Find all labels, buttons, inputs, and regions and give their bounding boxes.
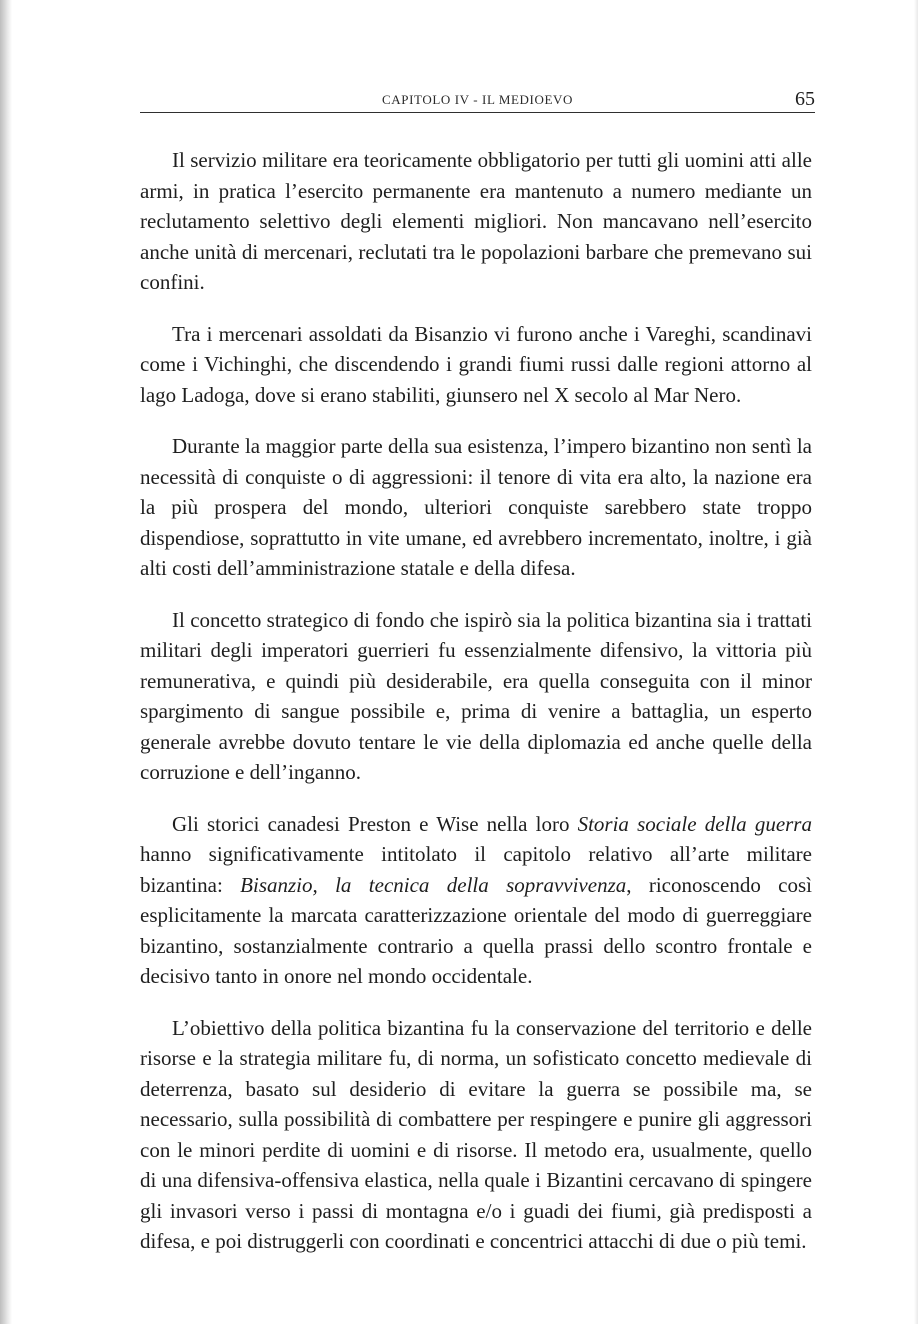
paragraph-preston-wise-text-3: , riconoscendo così esplicitamente la marcata caratterizzazione orientale del modo di guerreggiare bizantino, sostanzialmente contrario a quella prassi dello scontro frontale e decisivo tanto in onore nel mondo occidentale. <box>140 872 812 988</box>
page-right-edge <box>914 0 918 1324</box>
paragraph-preston-wise <box>140 809 812 992</box>
book-title-storia-sociale: Storia sociale della guerra <box>577 811 812 836</box>
paragraph-preston-wise-text-2: hanno significativamente intitolato il capitolo relativo all’arte militare bizantina: <box>140 842 812 897</box>
paragraph-defensive-strategy: Il concetto strategico di fondo che ispirò sia la politica bizantina sia i trattati militari degli imperatori guerrieri fu essenzialmente difensivo, la vittoria più remunerativa, e quindi più desiderabile, era quella conseguita con il minor spargimento di sangue possibile e, prima di venire a battaglia, un esperto generale avrebbe dovuto tentare le vie della diplomazia ed anche quelle della corruzione e dell’inganno. <box>140 607 812 784</box>
page-number: 65 <box>795 88 815 110</box>
paragraph-varangians: Tra i mercenari assoldati da Bisanzio vi furono anche i Vareghi, scandinavi come i Vichinghi, che discendendo i grandi fiumi russi dalle regioni attorno al lago Ladoga, dove si erano stabiliti, giunsero nel X secolo al Mar Nero. <box>140 321 812 407</box>
chapter-title-bisanzio: Bisanzio, la tecnica della sopravvivenza <box>240 872 627 897</box>
paragraph-no-conquests: Durante la maggior parte della sua esistenza, l’impero bizantino non sentì la necessità di conquiste o di aggressioni: il tenore di vita era alto, la nazione era la più prospera del mondo, ulteriori conquiste sarebbero state troppo dispendiose, soprattutto in vite umane, ed avrebbero incrementato, inoltre, i già alti costi dell’amministrazione statale e della difesa. <box>140 434 812 580</box>
page-gutter-shadow <box>0 0 12 1324</box>
paragraph-preston-wise-text-1: Gli storici canadesi Preston e Wise nella loro <box>172 811 578 836</box>
paragraph-deterrence: L’obiettivo della politica bizantina fu la conservazione del territorio e delle risorse e la strategia militare fu, di norma, un sofisticato concetto medievale di deterrenza, basato sul desiderio di evitare la guerra se possibile ma, se necessario, sulla possibilità di combattere per respingere e punire gli aggressori con le minori perdite di uomini e di risorse. Il metodo era, usualmente, quello di una difensiva-offensiva elastica, nella quale i Bizantini cercavano di spingere gli invasori verso i passi di montagna e/o i guadi dei fiumi, già predisposti a difesa, e poi distruggerli con coordinati e concentrici attacchi di due o più temi. <box>140 1015 812 1253</box>
running-header <box>140 90 815 114</box>
paragraph-military-service: Il servizio militare era teoricamente obbligatorio per tutti gli uomini atti alle armi, in pratica l’esercito permanente era mantenuto a numero mediante un reclutamento selettivo degli elementi migliori. Non mancavano nell’esercito anche unità di mercenari, reclutati tra le popolazioni barbare che premevano sui confini. <box>140 148 812 294</box>
running-title: CAPITOLO IV - IL MEDIOEVO <box>382 92 573 107</box>
header-rule <box>140 112 815 113</box>
body-text <box>140 145 812 1257</box>
